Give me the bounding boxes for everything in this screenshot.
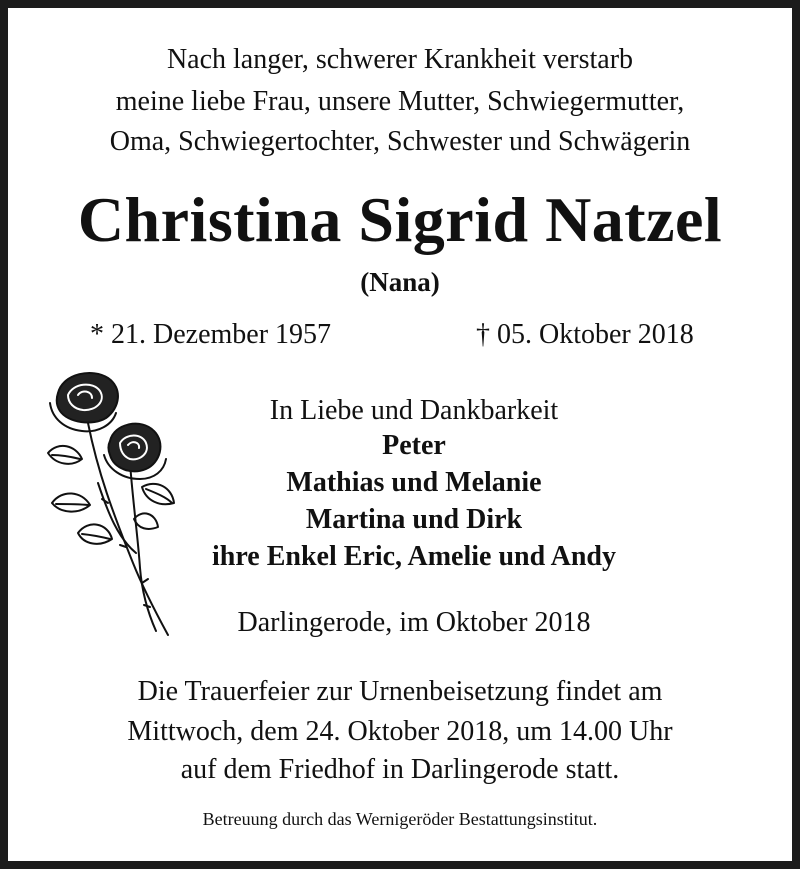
service-line-1: Die Trauerfeier zur Urnenbeisetzung findet am	[137, 676, 663, 707]
service-line-3: auf dem Friedhof in Darlingerode statt.	[180, 754, 620, 785]
intro-line-3: Oma, Schwiegertochter, Schwester und Schwägerin	[109, 126, 691, 157]
death-date: † 05. Oktober 2018	[476, 319, 694, 350]
mourners-intro: In Liebe und Dankbarkeit	[269, 395, 559, 426]
deceased-nickname: (Nana)	[360, 267, 440, 297]
intro-line-2: meine liebe Frau, unsere Mutter, Schwiegermutter,	[115, 86, 685, 117]
place-date: Darlingerode, im Oktober 2018	[237, 607, 591, 638]
mourner-line: Peter	[382, 430, 446, 461]
birth-date: * 21. Dezember 1957	[90, 319, 332, 350]
service-line-2: Mittwoch, dem 24. Oktober 2018, um 14.00 Uhr	[127, 716, 673, 747]
mourner-line: ihre Enkel Eric, Amelie und Andy	[212, 541, 616, 572]
deceased-name: Christina Sigrid Natzel	[77, 184, 723, 255]
intro-line-1: Nach langer, schwerer Krankheit verstarb	[166, 44, 634, 75]
mourner-line: Mathias und Melanie	[286, 467, 542, 498]
funeral-home-note: Betreuung durch das Wernigeröder Bestattungsinstitut.	[202, 809, 598, 829]
mourner-line: Martina und Dirk	[305, 504, 523, 535]
